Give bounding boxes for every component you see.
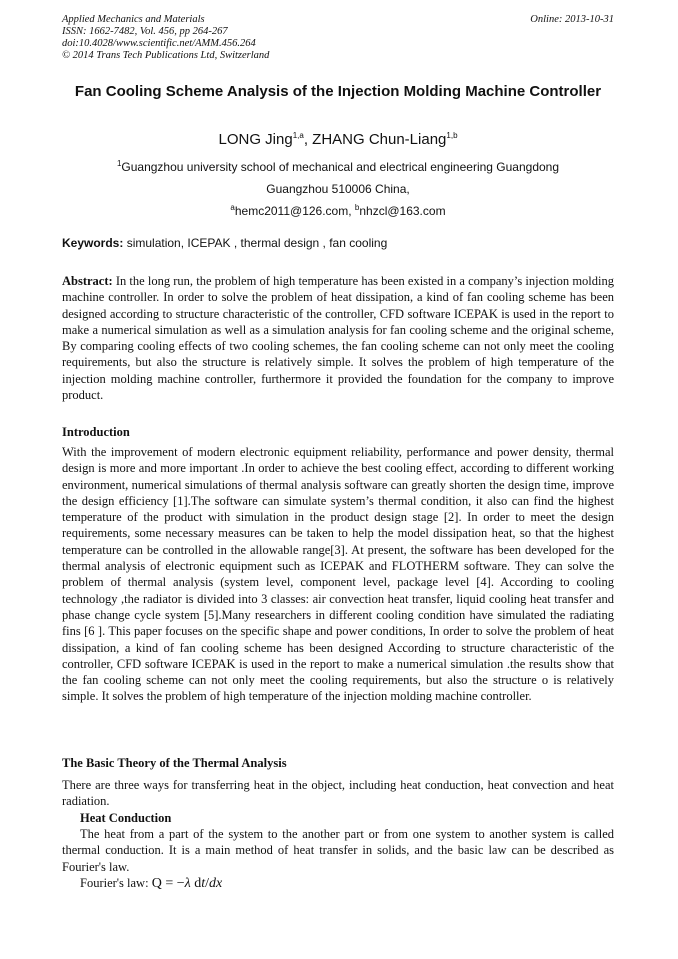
email-line: [62, 200, 614, 222]
email-address: nhzcl@163.com: [359, 204, 446, 218]
introduction-paragraph: With the improvement of modern electronic equipment reliability, performance and power density, thermal design is more and more important .In order to achieve the best cooling effect, according to different working environment, numerical simulations of thermal analysis software can greatly shorten the design time, improve the design efficiency [1].The software can simulate system’s thermal condition, it also can find the highest temperature of the product with simulation in the product design stage [2]. In order to meet the design requirements, some necessary measures can be taken to help the model dissipation heat, so that the highest temperature can be controlled in the allowable range[3]. At present, the software has been developed for the thermal analysis of electronic equipment such as ICEPAK and FLOTHERM software. They can solve the problem of thermal analysis (system level, component level, package level [4]. According to cooling technology ,the radiator is divided into 3 classes: air convection heat transfer, liquid cooling heat transfer and phase change cycle system [5].Many researchers in different cooling condition have simulated the radiating fins [6 ]. This paper focuses on the specific shape and power conditions, In order to solve the problem of heat dissipation, a kind of fan cooling scheme has been designed According to structure characteristic of the controller, CFD software ICEPAK is used in the report to make a numerical simulation .the results show that the fan cooling scheme can not only meet the cooling requirements, but also the structure o is relatively simple. It solves the problem of high temperature of the injection molding machine controller.: [62, 445, 614, 704]
basic-theory-paragraph: There are three ways for transferring heat in the object, including heat conduction, heat convection and heat radiation.: [62, 778, 614, 809]
section-heading-introduction: Introduction: [62, 425, 130, 439]
journal-doi: doi:10.4028/www.scientific.net/AMM.456.264: [62, 38, 256, 49]
formula-equals: = −: [161, 876, 185, 891]
affiliation-block: [62, 156, 614, 222]
author-name: ZHANG Chun-Liang: [312, 131, 447, 148]
keywords-text: simulation, ICEPAK , thermal design , fan cooling: [123, 236, 388, 250]
formula-slash: /: [205, 876, 209, 891]
journal-header: [62, 14, 614, 62]
email-address: hemc2011@126.com,: [234, 204, 355, 218]
affiliation-text: Guangzhou university school of mechanical and electrical engineering Guangdong: [121, 160, 560, 174]
author-affiliation-mark: 1,a: [292, 131, 304, 140]
affiliation-line: [62, 156, 614, 178]
formula-label: Fourier's law:: [80, 876, 152, 890]
fourier-law-line: [80, 874, 222, 893]
fourier-law-formula: [152, 876, 223, 891]
formula-d: d: [190, 876, 202, 891]
online-date: Online: 2013-10-31: [530, 14, 614, 25]
abstract-paragraph: [62, 273, 614, 403]
paper-title: Fan Cooling Scheme Analysis of the Injection Molding Machine Controller: [74, 83, 602, 100]
journal-issn: ISSN: 1662-7482, Vol. 456, pp 264-267: [62, 26, 228, 37]
email-mark: a: [230, 203, 235, 212]
heat-conduction-paragraph: The heat from a part of the system to the another part or from one system to another system is called thermal conduction. It is a main method of heat transfer in solids, and the basic law can be described as Fourier's law.: [62, 827, 614, 874]
email-mark: b: [354, 203, 360, 212]
affiliation-mark: 1: [116, 159, 122, 168]
affiliation-address: Guangzhou 510006 China,: [266, 182, 410, 196]
author-line: [62, 131, 614, 149]
keywords-label: Keywords:: [62, 236, 124, 250]
formula-t: t: [201, 876, 206, 891]
journal-name: Applied Mechanics and Materials: [62, 14, 205, 25]
subsection-heading-heat-conduction: Heat Conduction: [80, 811, 172, 825]
formula-q: Q: [151, 876, 162, 891]
formula-dx: dx: [208, 876, 223, 891]
author-name: LONG Jing: [218, 131, 293, 148]
abstract-label: Abstract:: [62, 274, 113, 288]
formula-lambda: λ: [184, 876, 191, 891]
journal-copyright: © 2014 Trans Tech Publications Ltd, Switzerland: [62, 50, 270, 61]
author-separator: ,: [303, 131, 313, 148]
section-heading-basic-theory: The Basic Theory of the Thermal Analysis: [62, 756, 287, 770]
abstract-text: In the long run, the problem of high temperature has been existed in a company’s injection molding machine controller. In order to solve the problem of heat dissipation, a kind of fan cooling scheme has been designed according to structure characteristic of the controller, CFD software ICEPAK is used in the report to make a numerical simulation as well as a simulation analysis for fan cooling scheme and the original scheme, By comparing cooling effects of two cooling schemes, the fan cooling scheme can not only meet the cooling requirements, but also the structure is relatively simple. It solves the problem of high temperature of the injection molding machine controller, furthermore it provided the foundation for the company to improve product.: [62, 274, 614, 403]
author-affiliation-mark: 1,b: [446, 131, 458, 140]
keywords: [62, 236, 614, 250]
